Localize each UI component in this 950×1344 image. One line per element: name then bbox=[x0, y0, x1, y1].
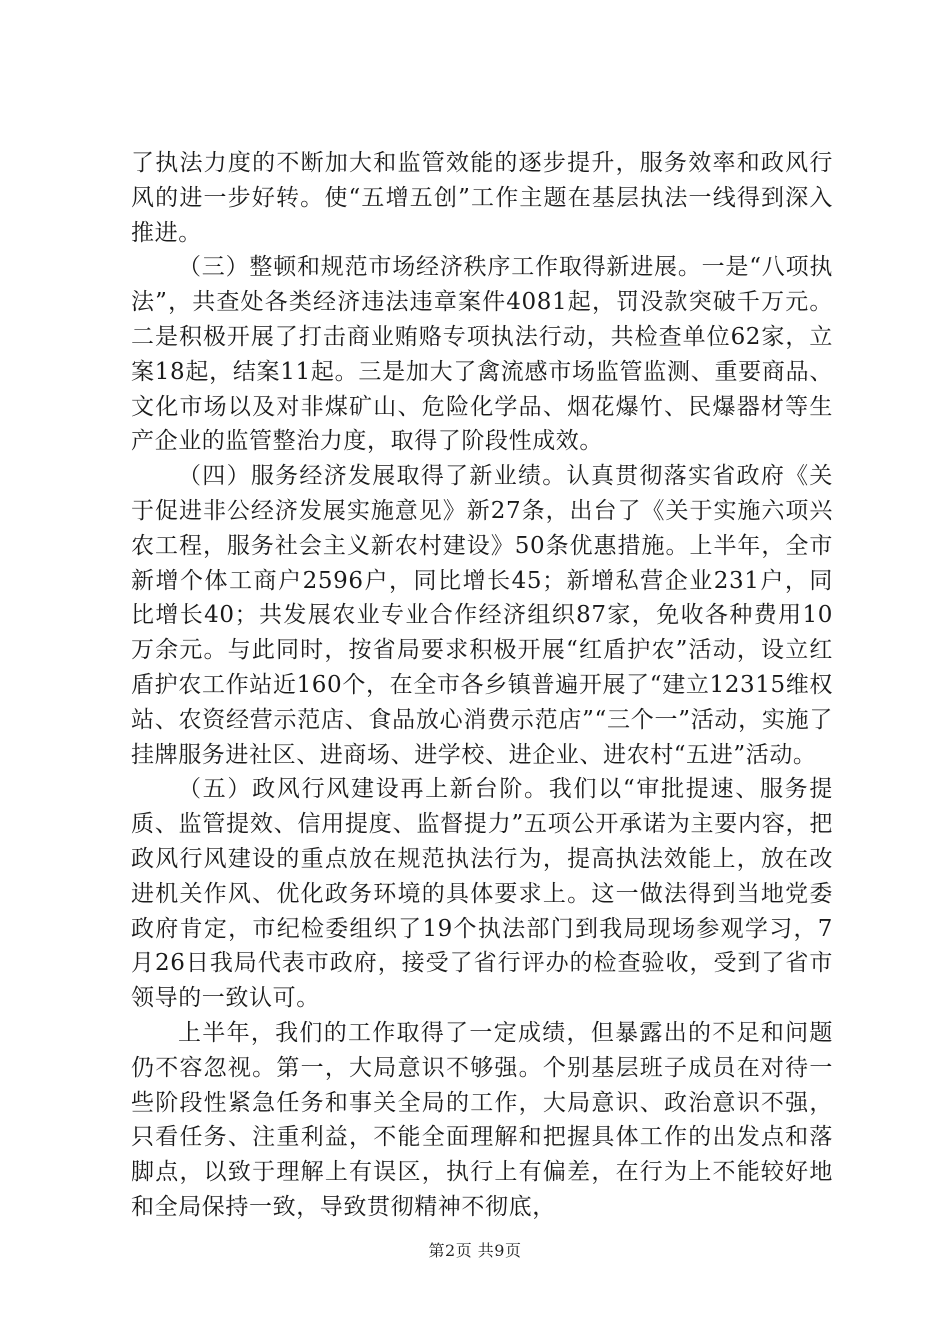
paragraph-continuation: 了执法力度的不断加大和监管效能的逐步提升，服务效率和政风行风的进一步好转。使“五增五创”工作主题在基层执法一线得到深入推进。 bbox=[131, 150, 833, 246]
paragraph-section-4: （四）服务经济发展取得了新业绩。认真贯彻落实省政府《关于促进非公经济发展实施意见》新27条，出台了《关于实施六项兴农工程，服务社会主义新农村建设》50条优惠措施。上半年，全市新增个体工商户2596户，同比增长45；新增私营企业231户，同比增长40；共发展农业专业合作经济组织87家，免收各种费用10万余元。与此同时，按省局要求积极开展“红盾护农”活动，设立红盾护农工作站近160个，在全市各乡镇普遍开展了“建立12315维权站、农资经营示范店、食品放心消费示范店”“三个一”活动，实施了挂牌服务进社区、进商场、进学校、进企业、进农村“五进”活动。 bbox=[131, 463, 833, 768]
page-number-footer: 第2页 共9页 bbox=[428, 1241, 522, 1260]
paragraph-section-3: （三）整顿和规范市场经济秩序工作取得新进展。一是“八项执法”，共查处各类经济违法违章案件4081起，罚没款突破千万元。二是积极开展了打击商业贿赂专项执法行动，共检查单位62家，立案18起，结案11起。三是加大了禽流感市场监管监测、重要商品、文化市场以及对非煤矿山、危险化学品、烟花爆竹、民爆器材等生产企业的监管整治力度，取得了阶段性成效。 bbox=[131, 254, 833, 455]
paragraph-shortcomings: 上半年，我们的工作取得了一定成绩，但暴露出的不足和问题仍不容忽视。第一，大局意识不够强。个别基层班子成员在对待一些阶段性紧急任务和事关全局的工作，大局意识、政治意识不强，只看任务、注重利益，不能全面理解和把握具体工作的出发点和落脚点，以致于理解上有误区，执行上有偏差，在行为上不能较好地和全局保持一致，导致贯彻精神不彻底， bbox=[131, 1019, 833, 1220]
paragraph-section-5: （五）政风行风建设再上新台阶。我们以“审批提速、服务提质、监管提效、信用提度、监督提力”五项公开承诺为主要内容，把政风行风建设的重点放在规范执法行为，提高执法效能上，放在改进机关作风、优化政务环境的具体要求上。这一做法得到当地党委政府肯定，市纪检委组织了19个执法部门到我局现场参观学习，7月26日我局代表市政府，接受了省行评办的检查验收，受到了省市领导的一致认可。 bbox=[131, 776, 833, 1012]
document-body bbox=[131, 146, 833, 1225]
